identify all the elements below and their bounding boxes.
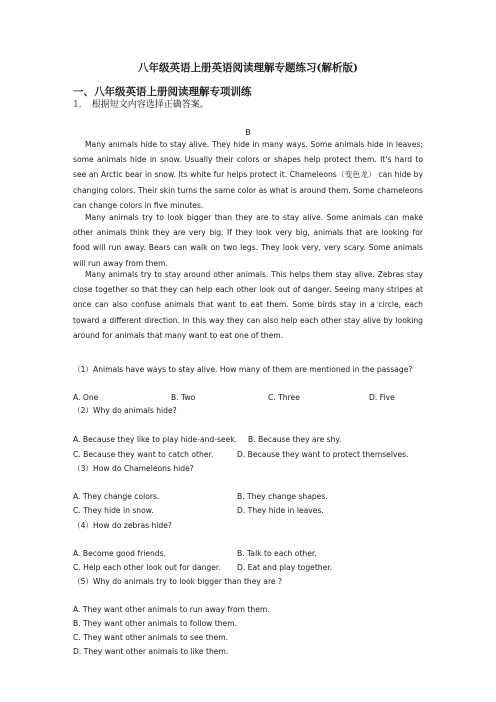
question-3-option-a: A. They change colors. [73,492,160,501]
question-5: （5）Why do animals try to look bigger than they are ? [73,577,283,586]
question-2-option-b: B. Because they are shy. [248,435,342,444]
question-1-option-b: B. Two [171,393,196,402]
section-heading: 一、八年级英语上册阅读理解专项训练 [73,86,252,98]
question-4-option-d: D. Eat and play together. [237,563,333,572]
question-2-option-a: A. Because they like to play hide-and-seek. [73,435,238,444]
passage-paragraph-1: Many animals hide to stay alive. They hide in many ways. Some animals hide in leaves; some animals hide in snow. Usually their colors or shapes help protect them. It's hard to see an Arctic bear in snow. Its white fur helps protect it. Chameleons（变色龙） can hide by changing colors. Their skin turns the same color as what is around them. Some chameleons can change colors in five minutes. [73,140,423,210]
question-2-option-d: D. Because they want to protect themselves. [237,450,409,459]
instruction [73,97,209,110]
question-1-option-a: A. One [73,393,99,402]
passage-paragraph-3: Many animals try to stay around other animals. This helps them stay alive. Zebras stay close together so that they can help each other look out of danger. Seeing many stripes at once can also confuse animals that want to eat them. Some birds stay in a circle, each toward a different direction. In this way they can also help each other stay alive by looking around for animals that many want to eat one of them. [73,270,423,340]
question-3-option-b: B. They change shapes. [237,492,328,501]
instruction-number: 1． [73,100,88,110]
question-1-option-c: C. Three [268,393,300,402]
question-3-option-c: C. They hide in snow. [73,506,154,515]
passage-letter: B [245,128,251,137]
question-5-option-d: D. They want other animals to like them. [73,647,229,656]
question-5-option-c: C. They want other animals to see them. [73,633,229,642]
question-4-option-c: C. Help each other look out for danger. [73,563,221,572]
instruction-text: 根据短文内容选择正确答案。 [91,100,209,110]
question-2: （2）Why do animals hide? [73,406,177,415]
question-5-option-a: A. They want other animals to run away from them. [73,605,270,614]
question-4: （4）How do zebras hide? [73,521,172,530]
question-2-option-c: C. Because they want to catch other. [73,450,214,459]
question-1-option-d: D. Five [369,393,395,402]
question-4-option-a: A. Become good friends. [73,549,167,558]
question-3: （3）How do Chameleons hide? [73,464,194,473]
question-4-option-b: B. Talk to each other. [237,549,317,558]
question-1: （1）Animals have ways to stay alive. How many of them are mentioned in the passage? [73,365,413,374]
question-3-option-d: D. They hide in leaves. [237,506,324,515]
question-5-option-b: B. They want other animals to follow them. [73,619,238,628]
passage-paragraph-2: Many animals try to look bigger than they are to stay alive. Some animals can make other animals think they are very big. If they look very big, animals that are looking for food will run away. Bears can walk on two legs. They look very, very scary. Some animals will run away from them. [73,213,423,268]
document-title: 八年级英语上册英语阅读理解专题练习(解析版) [138,62,358,74]
